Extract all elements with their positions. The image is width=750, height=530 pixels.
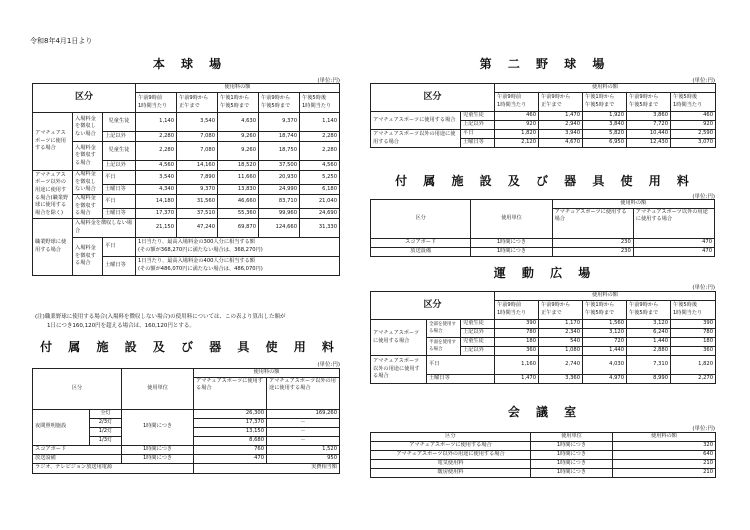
fuzoku-daini-title: 付 属 施 設 及 び 器 具 使 用 料 xyxy=(395,174,695,188)
daini-title: 第 二 野 球 場 xyxy=(479,57,611,71)
time-header: 午後1時から 午後5時まで xyxy=(218,93,259,113)
kaigi-title: 会 議 室 xyxy=(507,405,583,419)
table-row: 電気使用料 1時間につき 210 xyxy=(371,460,716,469)
undo-table: 区分 使用料の額 午前9時前 1時間当たり 午前9時から 正午まで 午後1時から 午後5時まで 午前9時から 午後5時まで 午後5時後 1時間当たり アマチュアスポーツに使用する場合 全部を使用する場合 児童生徒 390 1,170 1,560 3,120 390 上記以外 780 2,340 3,120 6,240 780 半面を使用する場合 児童生徒 180 540 720 1,440 180 上記以外 360 1,080 1,440 2,880 360 アマチュアスポーツ以外の用途に使用する場合 平日 1,160 2,740 4,030 7,310 1,820 土曜日等 1,470 3,360 4,970 8,990 2,270 xyxy=(370,291,716,384)
table-row: 上記以外 4,560 14,160 18,520 37,500 4,560 xyxy=(33,161,340,171)
fee-header: 使用料の額 xyxy=(136,84,340,93)
table-row: 入場料金を徴収する場合 平日 1日当たり、最高入場料金の300人分に相当する額 (その額が368,270円に満たない場合は、368,270円) xyxy=(33,238,340,257)
table-row: 職業野球に使用する場合 入場料金を徴収しない場合 21,150 47,240 69,870 124,660 31,330 xyxy=(33,219,340,238)
table-row: アマチュアスポーツ以外の用途に使用する場合 平日 1,820 3,940 5,820 10,440 2,590 xyxy=(371,130,716,139)
fuzoku-main-table: 区分 使用単位 使用料の額 アマチュアスポーツに使用する場合 アマチュアスポーツ以外の用途に使用する場合 夜間照明施設 全灯 1時間につき 26,300 169,260 2/3灯 17,370 － 1/2灯 13,150 － 1/3灯 8,680 － スコアボード 1時間につき 760 1,520 放送設備 1時間につき 470 950 ラジオ、テレビジョン放送用電源 実費相当額 xyxy=(32,368,340,474)
table-row: アマチュアスポーツに使用する場合 1時間につき 320 xyxy=(371,442,716,451)
kaigi-table: 区分 使用単位 使用料の額 アマチュアスポーツに使用する場合 1時間につき 320 アマチュアスポーツ以外の用途に使用する場合 1時間につき 640 電気使用料 1時間につき 210 暖房使用料 1時間につき 210 xyxy=(370,432,716,478)
table-row: 放送設備 1時間につき 470 950 xyxy=(33,454,340,463)
table-row: 土曜日等 4,340 9,370 13,830 24,990 6,180 xyxy=(33,185,340,195)
table-row: アマチュアスポーツに使用する場合 全部を使用する場合 児童生徒 390 1,170 1,560 3,120 390 xyxy=(371,320,716,329)
table-row: 上記以外 360 1,080 1,440 2,880 360 xyxy=(371,347,716,356)
table-row: アマチュアスポーツ以外の用途に使用する場合 平日 1,160 2,740 4,030 7,310 1,820 xyxy=(371,356,716,375)
kubun-header: 区分 xyxy=(33,84,136,113)
fuzoku-daini-table: 区分 使用単位 使用料の額 アマチュアスポーツに使用する場合 アマチュアスポーツ以外の用途に使用する場合 スコアボード 1時間につき 230 470 放送設備 1時間につき 230 470 xyxy=(370,199,715,257)
time-header: 午前9時から 正午まで xyxy=(177,93,218,113)
table-row: アマチュアスポーツに使用する場合 児童生徒 460 1,470 1,920 3,860 460 xyxy=(371,112,716,121)
unit-label: (単位:円) xyxy=(692,78,715,84)
table-row: 土曜日等 17,370 37,510 55,360 99,960 24,690 xyxy=(33,209,340,219)
table-row: 1/3灯 8,680 － xyxy=(33,436,340,445)
daini-table: 区分 使用料の額 午前9時前 1時間当たり 午前9時から 正午まで 午後1時から 午後5時まで 午前9時から 午後5時まで 午後5時後 1時間当たり アマチュアスポーツに使用する場合 児童生徒 460 1,470 1,920 3,860 460 上記以外 920 2,940 3,840 7,720 920 アマチュアスポーツ以外の用途に使用する場合 平日 1,820 3,940 5,820 10,440 2,590 土曜日等 2,120 4,670 6,950 12,430 3,070 xyxy=(370,83,716,148)
table-row: 入場料金を徴収する場合 平日 14,180 31,560 46,660 83,710 21,040 xyxy=(33,195,340,209)
unit-label: (単位:円) xyxy=(317,362,340,368)
time-header: 午後5時後 1時間当たり xyxy=(300,93,340,113)
table-row: 夜間照明施設 全灯 1時間につき 26,300 169,260 xyxy=(33,409,340,418)
unit-label: (単位:円) xyxy=(692,194,715,200)
unit-label: (単位:円) xyxy=(692,426,715,432)
honkyujo-table xyxy=(32,83,340,276)
time-header: 午前9時から 午後5時まで xyxy=(259,93,300,113)
table-row: 上記以外 920 2,940 3,840 7,720 920 xyxy=(371,121,716,130)
table-row: 上記以外 780 2,340 3,120 6,240 780 xyxy=(371,329,716,338)
time-header: 午前9時前 1時間当たり xyxy=(136,93,177,113)
table-row: アマチュアスポーツ以外の用途に使用する場合(職業野球に使用する場合を除く) 入場料金を徴収しない場合 平日 3,540 7,890 11,660 20,930 5,250 xyxy=(33,171,340,185)
table-row: 入場料金を徴収する場合 児童生徒 2,280 7,080 9,260 18,750 2,280 xyxy=(33,142,340,161)
table-row: 土曜日等 1,470 3,360 4,970 8,990 2,270 xyxy=(371,375,716,384)
fuzoku-main-title: 付 属 施 設 及 び 器 具 使 用 料 xyxy=(40,340,340,354)
table-row: スコアボード 1時間につき 760 1,520 xyxy=(33,445,340,454)
table-row: 暖房使用料 1時間につき 210 xyxy=(371,469,716,478)
unit-label: (単位:円) xyxy=(317,78,340,84)
effective-date: 令和8年4月1日より xyxy=(30,37,93,45)
table-row: 2/3灯 17,370 － xyxy=(33,418,340,427)
table-row: 上記以外 2,280 7,080 9,260 18,740 2,280 xyxy=(33,132,340,142)
unit-label: (単位:円) xyxy=(692,285,715,291)
table-row: 半面を使用する場合 児童生徒 180 540 720 1,440 180 xyxy=(371,338,716,347)
footnote: (注)職業野球に使用する場合(入場料を徴収しない場合)の使用料については、この表より算出した額が 1日につき160,120円を超える場合は、160,120円とする。 xyxy=(35,314,286,330)
undo-title: 運 動 広 場 xyxy=(493,266,597,280)
table-row: アマチュアスポーツに使用する場合 入場料金を徴収しない場合 児童生徒 1,140 3,540 4,630 9,370 1,140 xyxy=(33,113,340,132)
table-row: 土曜日等 2,120 4,670 6,950 12,430 3,070 xyxy=(371,139,716,148)
table-row: スコアボード 1時間につき 230 470 xyxy=(371,238,715,247)
table-row: 1/2灯 13,150 － xyxy=(33,427,340,436)
table-row: ラジオ、テレビジョン放送用電源 実費相当額 xyxy=(33,463,340,473)
table-row: 土曜日等 1日当たり、最高入場料金の400人分に相当する額 (その額が486,070円に満たない場合は、486,070円) xyxy=(33,257,340,276)
honkyujo-title: 本 球 場 xyxy=(152,57,228,71)
table-row: アマチュアスポーツ以外の用途に使用する場合 1時間につき 640 xyxy=(371,451,716,460)
table-row: 放送設備 1時間につき 230 470 xyxy=(371,247,715,256)
